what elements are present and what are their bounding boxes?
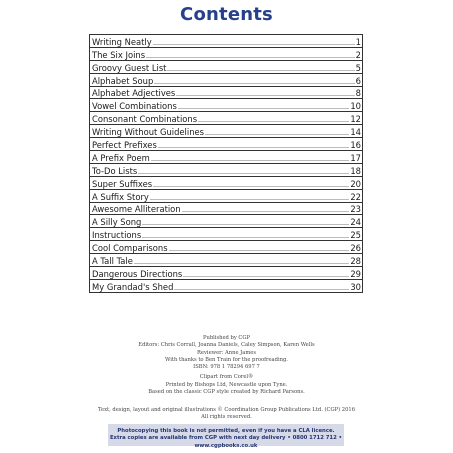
toc-entry-page: 10 [350, 101, 361, 112]
contents-table [89, 34, 363, 293]
toc-row [90, 267, 362, 280]
toc-entry-page: 17 [350, 152, 361, 163]
toc-entry-page: 8 [355, 88, 361, 99]
toc-entry-page: 23 [350, 204, 361, 215]
toc-row [90, 177, 362, 190]
toc-entry-title: Instructions [92, 230, 142, 241]
dot-leader [176, 95, 354, 96]
toc-row [90, 228, 362, 241]
dot-leader [178, 108, 350, 109]
publication-credits [0, 335, 453, 396]
toc-entry-title: To-Do Lists [92, 165, 138, 176]
toc-entry-page: 1 [355, 36, 361, 47]
toc-row [90, 254, 362, 267]
toc-entry-page: 12 [350, 114, 361, 125]
toc-entry-page: 25 [350, 230, 361, 241]
toc-entry-page: 29 [350, 268, 361, 279]
toc-entry-page: 14 [350, 127, 361, 138]
toc-row [90, 112, 362, 125]
clipart-credit: Clipart from Corel® [199, 374, 254, 381]
toc-entry-title: Consonant Combinations [92, 114, 198, 125]
toc-entry-title: A Tall Tale [92, 256, 133, 267]
dot-leader [154, 83, 354, 84]
toc-row [90, 164, 362, 177]
dot-leader [142, 224, 349, 225]
dot-leader [169, 250, 350, 251]
toc-row [90, 125, 362, 138]
toc-row [90, 151, 362, 164]
dot-leader [153, 186, 349, 187]
toc-row [90, 241, 362, 254]
page-title: Contents [180, 4, 273, 25]
toc-row [90, 203, 362, 216]
toc-entry-title: Alphabet Soup [92, 75, 154, 86]
toc-entry-page: 6 [355, 75, 361, 86]
style-credit: Based on the classic CGP style created by Richard Parsons. [148, 389, 305, 396]
toc-row [90, 48, 362, 61]
toc-entry-title: Super Suffixes [92, 178, 153, 189]
toc-entry-page: 18 [350, 165, 361, 176]
dot-leader [205, 134, 349, 135]
toc-row [90, 280, 362, 293]
toc-entry-page: 24 [350, 217, 361, 228]
toc-entry-title: Awesome Alliteration [92, 204, 181, 215]
toc-entry-title: Alphabet Adjectives [92, 88, 176, 99]
toc-entry-title: My Grandad's Shed [92, 281, 174, 292]
reviewer: Reviewer: Anne James [197, 349, 256, 356]
toc-entry-page: 16 [350, 140, 361, 151]
toc-row [90, 138, 362, 151]
toc-row [90, 87, 362, 100]
toc-row [90, 61, 362, 74]
toc-row [90, 35, 362, 48]
copyright-line: Text, design, layout and original illustrations © Coordination Group Publications Ltd. (CGP) 2016 [97, 407, 356, 413]
toc-entry-title: Writing Without Guidelines [92, 127, 205, 138]
toc-entry-page: 20 [350, 178, 361, 189]
toc-row [90, 74, 362, 87]
dot-leader [153, 44, 355, 45]
toc-entry-title: A Silly Song [92, 217, 142, 228]
notice-line-1: Photocopying this book is not permitted, even if you have a CLA licence. [117, 428, 335, 434]
dot-leader [182, 211, 350, 212]
toc-entry-title: A Suffix Story [92, 191, 149, 202]
toc-entry-page: 22 [350, 191, 361, 202]
published-by: Published by CGP [202, 335, 251, 341]
dot-leader [158, 147, 350, 148]
notice-line-2: Extra copies are available from CGP with next day delivery • 0800 1712 712 • www.cgpbooks.co.uk [109, 435, 343, 449]
toc-row [90, 215, 362, 228]
dot-leader [174, 289, 349, 290]
toc-entry-title: Cool Comparisons [92, 243, 168, 254]
dot-leader [138, 173, 349, 174]
toc-row [90, 99, 362, 112]
photocopy-notice [108, 424, 344, 449]
rights-line: All rights reserved. [201, 414, 252, 421]
dot-leader [183, 276, 349, 277]
toc-entry-page: 26 [350, 243, 361, 254]
toc-entry-page: 5 [355, 62, 361, 73]
isbn: ISBN: 978 1 78294 697 7 [193, 364, 260, 371]
dot-leader [142, 237, 349, 238]
toc-entry-title: A Prefix Poem [92, 152, 150, 163]
editors: Editors: Chris Corrall, Joanna Daniels, Caley Simpson, Karen Wells [138, 342, 315, 349]
dot-leader [198, 121, 349, 122]
toc-entry-title: The Six Joins [92, 49, 146, 60]
dot-leader [167, 70, 354, 71]
printer-credit: Printed by Bishops Ltd, Newcastle upon Tyne. [165, 381, 288, 388]
toc-entry-title: Dangerous Directions [92, 268, 183, 279]
dot-leader [150, 199, 349, 200]
toc-entry-title: Writing Neatly [92, 36, 152, 47]
dot-leader [151, 160, 350, 161]
toc-entry-page: 2 [355, 49, 361, 60]
copyright-block [0, 407, 453, 422]
toc-entry-page: 30 [350, 281, 361, 292]
toc-entry-title: Vowel Combinations [92, 101, 177, 112]
dot-leader [134, 263, 349, 264]
toc-entry-page: 28 [350, 256, 361, 267]
thanks-note: With thanks to Ben Train for the proofreading. [165, 356, 288, 363]
toc-entry-title: Groovy Guest List [92, 62, 167, 73]
toc-entry-title: Perfect Prefixes [92, 140, 157, 151]
dot-leader [146, 57, 355, 58]
toc-row [90, 190, 362, 203]
